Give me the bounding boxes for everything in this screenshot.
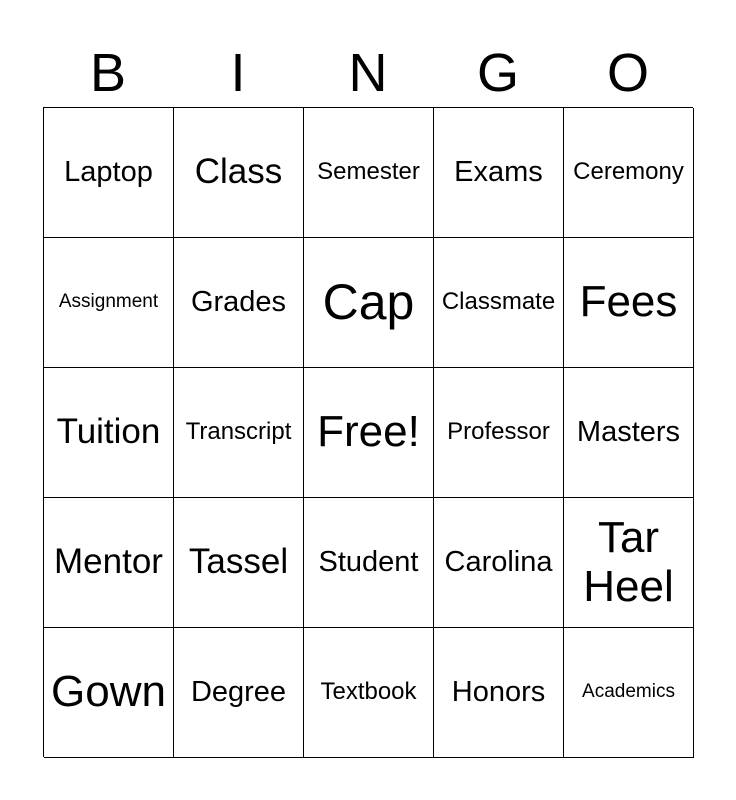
bingo-cell[interactable]: Mentor [44,498,174,628]
bingo-cell[interactable]: Academics [564,628,694,758]
header-letter-i: I [230,43,246,103]
header-letter-g: G [476,43,519,103]
bingo-cell[interactable]: Laptop [44,108,174,238]
bingo-cell[interactable]: Ceremony [564,108,694,238]
header-letter-o: O [606,43,649,103]
bingo-cell[interactable]: Student [304,498,434,628]
bingo-cell[interactable]: Degree [174,628,304,758]
bingo-board [43,107,693,757]
bingo-cell[interactable]: Cap [304,238,434,368]
bingo-cell[interactable]: Tuition [44,368,174,498]
bingo-cell[interactable]: Assignment [44,238,174,368]
bingo-cell[interactable]: Transcript [174,368,304,498]
bingo-cell[interactable]: Masters [564,368,694,498]
bingo-cell[interactable]: Semester [304,108,434,238]
bingo-cell[interactable]: Gown [44,628,174,758]
bingo-cell[interactable]: Textbook [304,628,434,758]
header-letter-b: B [89,43,127,103]
bingo-cell[interactable]: Carolina [434,498,564,628]
bingo-cell[interactable]: Tassel [174,498,304,628]
bingo-cell[interactable]: Fees [564,238,694,368]
free-space-cell[interactable]: Free! [304,368,434,498]
bingo-cell[interactable]: Professor [434,368,564,498]
bingo-cell[interactable]: Honors [434,628,564,758]
header-letter-n: N [348,43,388,103]
bingo-cell[interactable]: Tar Heel [564,498,694,628]
bingo-cell[interactable]: Class [174,108,304,238]
bingo-cell[interactable]: Classmate [434,238,564,368]
bingo-cell[interactable]: Exams [434,108,564,238]
bingo-cell[interactable]: Grades [174,238,304,368]
bingo-header [43,40,693,106]
